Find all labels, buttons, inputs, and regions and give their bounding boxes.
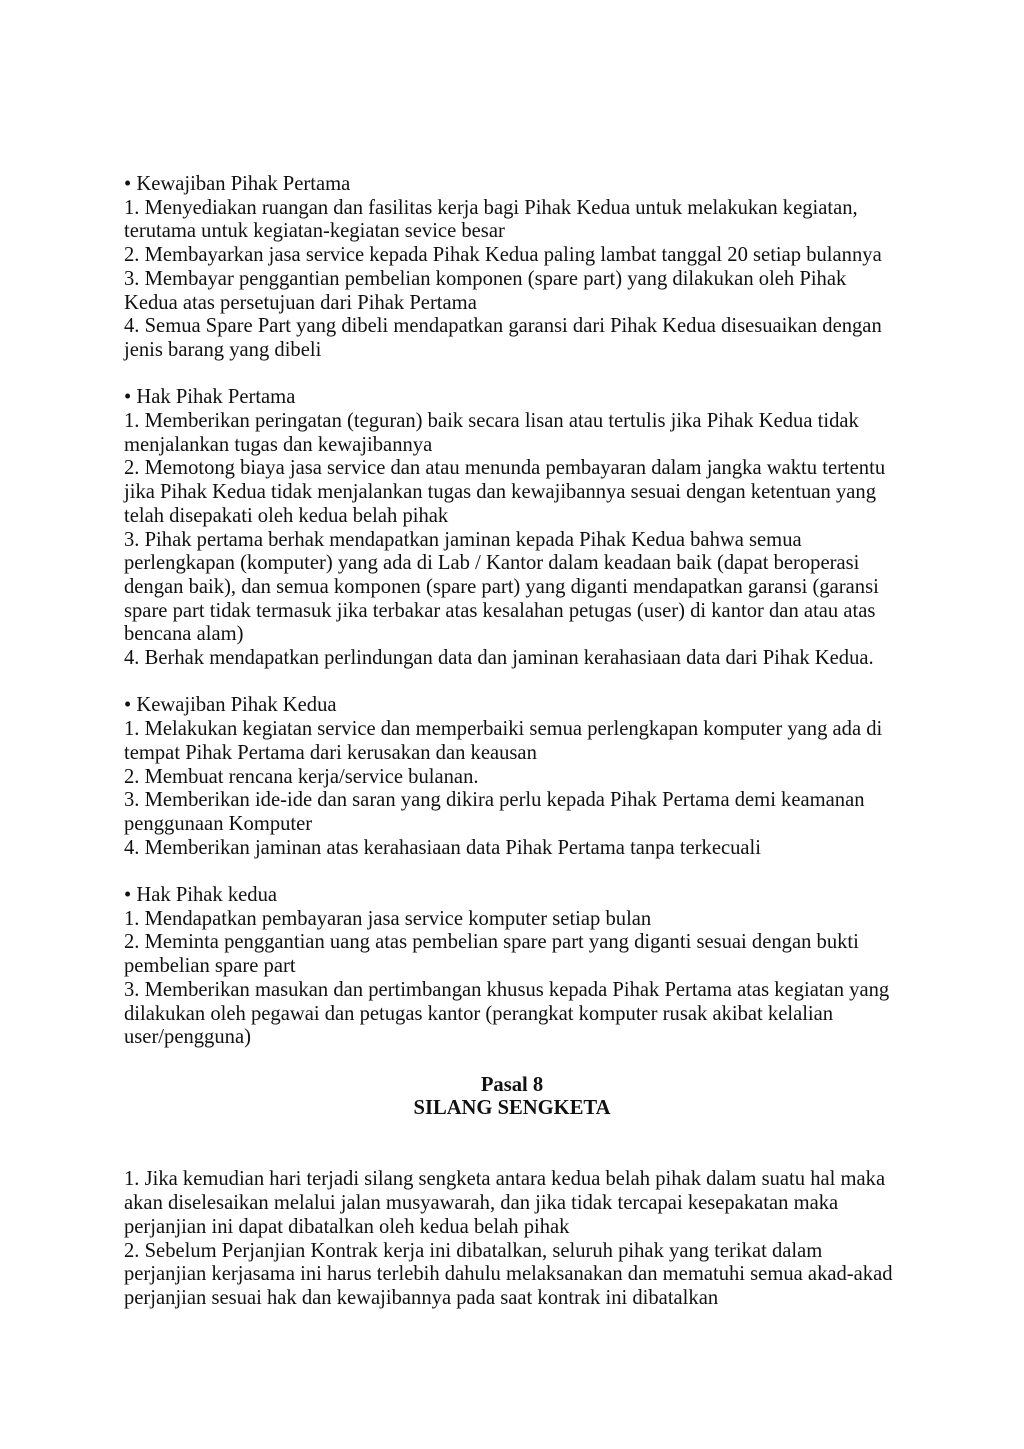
section-heading: • Kewajiban Pihak Kedua bbox=[124, 694, 337, 717]
section-heading: • Hak Pihak Pertama bbox=[124, 386, 296, 409]
list-item: 1. Jika kemudian hari terjadi silang sengketa antara kedua belah pihak dalam suatu hal maka akan diselesaikan melalui jalan musyawarah, dan jika tidak tercapai kesepakatan maka perjanjian ini dapat dibatalkan oleh kedua belah pihak bbox=[124, 1168, 886, 1238]
list-item: 4. Semua Spare Part yang dibeli mendapatkan garansi dari Pihak Kedua disesuaikan dengan jenis barang yang dibeli bbox=[124, 315, 882, 361]
list-item: 2. Sebelum Perjanjian Kontrak kerja ini dibatalkan, seluruh pihak yang terikat dalam perjanjian kerjasama ini harus terlebih dahulu melaksanakan dan mematuhi semua akad-akad perjanjian sesuai hak dan kewajibannya pada saat kontrak ini dibatalkan bbox=[124, 1239, 893, 1309]
list-item: 2. Membuat rencana kerja/service bulanan. bbox=[124, 765, 479, 788]
section-kewajiban-pihak-pertama bbox=[124, 173, 900, 363]
list-item: 2. Meminta penggantian uang atas pembelian spare part yang diganti sesuai dengan bukti pembelian spare part bbox=[124, 931, 859, 978]
list-item: 1. Menyediakan ruangan dan fasilitas kerja bagi Pihak Kedua untuk melakukan kegiatan, terutama untuk kegiatan-kegiatan sevice besar bbox=[124, 196, 858, 243]
list-item: 2. Memotong biaya jasa service dan atau menunda pembayaran dalam jangka waktu tertentu jika Pihak Kedua tidak menjalankan tugas dan kewajibannya sesuai dengan ketentuan yang telah disepakati oleh kedua belah pihak bbox=[124, 457, 886, 527]
list-item: 3. Membayar penggantian pembelian komponen (spare part) yang dilakukan oleh Pihak Kedua atas persetujuan dari Pihak Pertama bbox=[124, 267, 847, 314]
list-item: 3. Memberikan ide-ide dan saran yang dikira perlu kepada Pihak Pertama demi keamanan penggunaan Komputer bbox=[124, 789, 865, 835]
list-item: 2. Membayarkan jasa service kepada Pihak Kedua paling lambat tanggal 20 setiap bulannya bbox=[124, 244, 882, 267]
list-item: 1. Mendapatkan pembayaran jasa service komputer setiap bulan bbox=[124, 907, 652, 930]
article-pasal-8 bbox=[124, 1074, 900, 1311]
list-item: 3. Memberikan masukan dan pertimbangan khusus kepada Pihak Pertama atas kegiatan yang dilakukan oleh pegawai dan petugas kantor (perangkat komputer rusak akibat kelalian user/pengguna) bbox=[124, 978, 890, 1049]
list-item: 4. Berhak mendapatkan perlindungan data dan jaminan kerahasiaan data dari Pihak Kedua. bbox=[124, 647, 874, 670]
section-heading: • Hak Pihak kedua bbox=[124, 884, 278, 907]
article-number: Pasal 8 bbox=[480, 1073, 544, 1096]
article-title: SILANG SENGKETA bbox=[413, 1097, 611, 1120]
section-hak-pihak-pertama bbox=[124, 386, 900, 670]
section-hak-pihak-kedua bbox=[124, 884, 900, 1050]
list-item: 4. Memberikan jaminan atas kerahasiaan data Pihak Pertama tanpa terkecuali bbox=[124, 836, 761, 859]
document-body bbox=[124, 173, 900, 1311]
section-heading: • Kewajiban Pihak Pertama bbox=[124, 173, 351, 195]
list-item: 1. Melakukan kegiatan service dan memperbaiki semua perlengkapan komputer yang ada di tempat Pihak Pertama dari kerusakan dan keausan bbox=[124, 718, 883, 764]
list-item: 3. Pihak pertama berhak mendapatkan jaminan kepada Pihak Kedua bahwa semua perlengkapan (komputer) yang ada di Lab / Kantor dalam keadaan baik (dapat beroperasi dengan baik), dan semua komponen (spare part) yang diganti mendapatkan garansi (garansi spare part tidak termasuk jika terbakar atas kesalahan petugas (user) di kantor dan atau atas bencana alam) bbox=[124, 528, 879, 646]
list-item: 1. Memberikan peringatan (teguran) baik secara lisan atau tertulis jika Pihak Kedua tidak menjalankan tugas dan kewajibannya bbox=[124, 410, 859, 456]
section-kewajiban-pihak-kedua bbox=[124, 694, 900, 860]
